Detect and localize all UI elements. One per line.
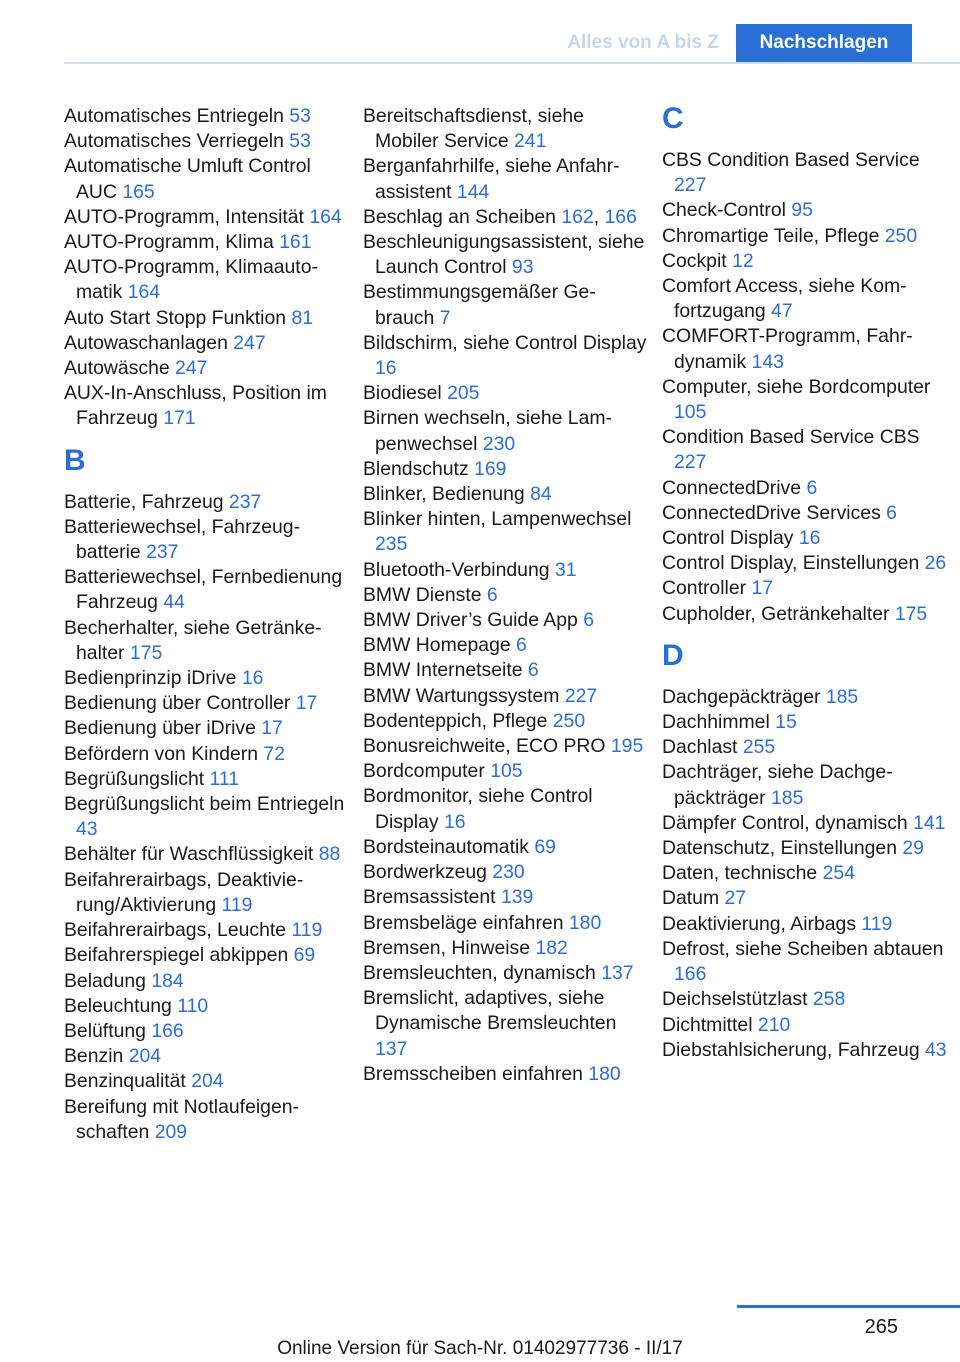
index-entry bbox=[662, 912, 947, 937]
page-reference-link[interactable]: 139 bbox=[500, 886, 534, 909]
page-reference-link[interactable]: 209 bbox=[154, 1120, 188, 1143]
index-entry bbox=[662, 249, 947, 274]
page-reference-link[interactable]: 185 bbox=[771, 786, 804, 809]
page-reference-link[interactable]: 6 bbox=[516, 634, 527, 657]
index-entry-term: AUTO-Programm, Klimaautomatik bbox=[64, 256, 318, 304]
page-reference-link[interactable]: 169 bbox=[474, 457, 507, 480]
index-entry bbox=[64, 691, 349, 716]
page-reference-link[interactable]: 254 bbox=[822, 862, 855, 885]
index-entry-term: Automatisches Entriegeln bbox=[64, 105, 284, 127]
index-entry-term: Beschleunigungsassistent, siehe Launch Control bbox=[363, 231, 645, 279]
index-entry-term: Bremslicht, adaptives, siehe Dynamische Bremsleuchten bbox=[363, 987, 617, 1035]
index-entry bbox=[363, 936, 648, 961]
index-entry-term: Beifahrerairbags, Deaktivierung/Aktivierung bbox=[64, 868, 304, 916]
page-reference-link[interactable]: 43 bbox=[925, 1038, 947, 1061]
index-column-1 bbox=[64, 104, 349, 1145]
index-entry-term: Autowäsche bbox=[64, 357, 170, 380]
index-entry bbox=[64, 842, 349, 867]
page-reference-link[interactable]: 12 bbox=[732, 249, 754, 272]
page-reference-link[interactable]: 230 bbox=[492, 861, 525, 884]
index-entry-term: Dachlast bbox=[662, 736, 738, 759]
index-entry-term: Berganfahrhilfe, siehe Anfahrassistent bbox=[363, 155, 620, 203]
page-reference-link[interactable]: 241 bbox=[514, 130, 547, 153]
index-entry bbox=[363, 885, 648, 910]
index-entry-term: Birnen wechseln, siehe Lampenwechsel bbox=[363, 407, 612, 455]
index-entry-term: Control Display bbox=[662, 527, 794, 550]
index-entry-term: Bordmonitor, siehe Control Display bbox=[363, 785, 593, 833]
page-reference-link[interactable]: 17 bbox=[295, 692, 318, 715]
page-reference-link[interactable]: 205 bbox=[447, 382, 480, 405]
page-reference-link[interactable]: 237 bbox=[146, 541, 179, 564]
index-entry bbox=[64, 943, 349, 968]
index-entry-term: Chromartige Teile, Pflege bbox=[662, 224, 880, 247]
page-reference-link[interactable]: 17 bbox=[751, 577, 774, 600]
index-entry bbox=[662, 735, 947, 760]
page-reference-link[interactable]: 185 bbox=[825, 685, 859, 708]
page-reference-link[interactable]: 105 bbox=[674, 401, 707, 424]
page-reference-link[interactable]: 164 bbox=[309, 205, 342, 228]
index-entry bbox=[363, 860, 648, 885]
index-entry-term: Beladung bbox=[64, 969, 146, 992]
page-reference-link[interactable]: 6 bbox=[486, 583, 498, 606]
index-entry-term: Batteriewechsel, Fahrzeugbatterie bbox=[64, 515, 301, 564]
index-entry-term: Defrost, siehe Scheiben abtauen bbox=[662, 937, 944, 960]
index-entry-term: AUTO-Programm, Intensität bbox=[64, 205, 304, 228]
index-entry-term: Controller bbox=[662, 577, 747, 600]
page-reference-link[interactable]: 166 bbox=[674, 963, 707, 986]
page-reference-link[interactable]: 247 bbox=[175, 357, 208, 380]
index-entry bbox=[363, 684, 648, 709]
page-reference-link[interactable]: 43 bbox=[76, 818, 98, 841]
index-entry bbox=[64, 868, 349, 918]
page-number: 265 bbox=[864, 1316, 898, 1338]
index-entry bbox=[64, 205, 349, 230]
index-entry-term: Bedienung über iDrive bbox=[64, 717, 256, 740]
index-entry-term: BMW Homepage bbox=[363, 634, 511, 657]
index-entry-term: BMW Dienste bbox=[363, 583, 482, 606]
index-entry-term: Bereitschaftsdienst, siehe Mobiler Service bbox=[363, 105, 584, 153]
footer-text: Online Version für Sach-Nr. 01402977736 - II/17 bbox=[277, 1338, 683, 1359]
index-entry bbox=[363, 406, 648, 456]
index-entry bbox=[363, 709, 648, 734]
page-reference-link[interactable]: 44 bbox=[163, 591, 185, 614]
index-entry-term: Diebstahlsicherung, Fahrzeug bbox=[662, 1038, 920, 1061]
index-entry bbox=[662, 836, 947, 861]
index-entry-term: Batteriewechsel, Fernbedienung Fahrzeug bbox=[64, 566, 343, 614]
index-entry-term: Dachgepäckträger bbox=[662, 685, 821, 708]
index-entry-term: Bordcomputer bbox=[363, 760, 485, 783]
index-entry bbox=[662, 476, 947, 501]
index-entry bbox=[64, 230, 349, 255]
page-reference-link[interactable]: 165 bbox=[122, 180, 155, 203]
index-entry bbox=[363, 154, 648, 204]
index-entry-term: Bonusreichweite, ECO PRO bbox=[363, 735, 606, 758]
index-entry bbox=[363, 230, 648, 280]
page-reference-link[interactable]: 81 bbox=[291, 306, 314, 329]
index-entry bbox=[363, 280, 648, 330]
index-entry bbox=[363, 1062, 648, 1087]
index-entry bbox=[363, 658, 648, 683]
page-reference-link[interactable]: 69 bbox=[293, 944, 316, 967]
index-entry-term: BMW Internetseite bbox=[363, 659, 523, 682]
index-entry-term: Bluetooth-Verbindung bbox=[363, 558, 550, 581]
page-reference-link[interactable]: 204 bbox=[191, 1070, 224, 1093]
index-entry-term: Blinker, Bedienung bbox=[363, 483, 525, 506]
index-entry-term: Bremsleuchten, dynamisch bbox=[363, 961, 596, 984]
index-entry bbox=[662, 602, 947, 627]
header-chapter-tab: Nachschlagen bbox=[736, 24, 912, 62]
page-reference-link[interactable]: 31 bbox=[554, 558, 577, 581]
index-entry bbox=[662, 425, 947, 475]
index-entry bbox=[662, 760, 947, 810]
index-entry-term: Behälter für Waschflüssigkeit bbox=[64, 843, 314, 866]
index-entry bbox=[662, 811, 947, 836]
page-reference-link[interactable]: 227 bbox=[564, 684, 598, 707]
page-reference-link[interactable]: 16 bbox=[241, 667, 264, 690]
index-entry-term: Cockpit bbox=[662, 249, 727, 272]
page-reference-link[interactable]: 119 bbox=[291, 919, 323, 942]
index-entry-term: Benzin bbox=[64, 1045, 124, 1068]
page-reference-link[interactable]: 16 bbox=[798, 527, 821, 550]
index-entry bbox=[662, 375, 947, 425]
page-reference-link[interactable]: 141 bbox=[913, 811, 946, 834]
footer-rule bbox=[737, 1305, 960, 1308]
page-reference-link[interactable]: 255 bbox=[742, 736, 776, 759]
index-entry bbox=[363, 759, 648, 784]
index-entry-term: AUTO-Programm, Klima bbox=[64, 231, 274, 254]
page-reference-link[interactable]: 27 bbox=[724, 887, 747, 910]
index-entry bbox=[64, 129, 349, 154]
page-reference-link[interactable]: 6 bbox=[806, 476, 818, 499]
page-reference-link[interactable]: 84 bbox=[530, 483, 552, 506]
index-entry-term: Beschlag an Scheiben bbox=[363, 205, 556, 228]
index-entry bbox=[64, 515, 349, 565]
index-entry-term: Biodiesel bbox=[363, 382, 442, 405]
index-entry-term: Comfort Access, siehe Komfortzugang bbox=[662, 275, 907, 323]
index-entry-term: Datenschutz, Einstellungen bbox=[662, 837, 897, 860]
index-entry bbox=[64, 742, 349, 767]
page-reference-link[interactable]: 180 bbox=[588, 1062, 621, 1085]
page-reference-link[interactable]: 161 bbox=[279, 231, 312, 254]
page-reference-link[interactable]: 47 bbox=[771, 300, 793, 323]
index-entry-term: ConnectedDrive Services bbox=[662, 501, 881, 524]
index-entry bbox=[363, 104, 648, 154]
page-reference-link[interactable]: 29 bbox=[902, 837, 924, 860]
page-reference-link[interactable]: 111 bbox=[209, 767, 239, 790]
index-entry-term: Bordsteinautomatik bbox=[363, 835, 529, 858]
index-entry-term: AUX-In-Anschluss, Position im Fahrzeug bbox=[64, 382, 327, 430]
index-entry bbox=[662, 1038, 947, 1063]
page-reference-link[interactable]: 93 bbox=[511, 256, 534, 279]
index-entry bbox=[662, 937, 947, 987]
page-reference-link[interactable]: 204 bbox=[128, 1045, 162, 1068]
index-entry-term: Bildschirm, siehe Control Display bbox=[363, 331, 647, 354]
index-entry-term: Control Display, Einstellungen bbox=[662, 552, 920, 575]
index-entry bbox=[363, 558, 648, 583]
index-entry bbox=[64, 306, 349, 331]
index-entry-term: Befördern von Kindern bbox=[64, 742, 259, 765]
index-entry-term: Bremsbeläge einfahren bbox=[363, 911, 564, 934]
page-reference-link[interactable]: 17 bbox=[261, 717, 283, 740]
index-entry bbox=[363, 784, 648, 834]
page-reference-link[interactable]: 143 bbox=[751, 350, 784, 373]
index-entry-term: Bremsassistent bbox=[363, 886, 496, 909]
index-entry-term: Automatisches Verriegeln bbox=[64, 130, 284, 153]
page-reference-link[interactable]: 6 bbox=[583, 609, 594, 632]
index-entry-term: Automatische Umluft Control AUC bbox=[64, 155, 311, 203]
index-entry bbox=[363, 482, 648, 507]
index-entry bbox=[363, 961, 648, 986]
index-entry bbox=[662, 324, 947, 374]
index-entry-term: Beifahrerspiegel abkippen bbox=[64, 944, 289, 967]
index-entry-term: Bodenteppich, Pflege bbox=[363, 709, 548, 732]
index-entry bbox=[662, 551, 947, 576]
page-reference-link[interactable]: 175 bbox=[894, 602, 928, 625]
page-reference-link[interactable]: 53 bbox=[289, 130, 311, 153]
index-entry bbox=[64, 331, 349, 356]
page-reference-link[interactable]: 95 bbox=[791, 199, 813, 222]
page-reference-link[interactable]: 258 bbox=[812, 988, 846, 1011]
index-entry bbox=[363, 835, 648, 860]
index-entry-term: Belüftung bbox=[64, 1019, 146, 1042]
page-reference-link[interactable]: 250 bbox=[884, 224, 918, 247]
index-column-3 bbox=[662, 104, 947, 1063]
page-reference-link[interactable]: 105 bbox=[490, 760, 523, 783]
page-reference-link[interactable]: 166 bbox=[151, 1019, 184, 1042]
index-entry-term: Check-Control bbox=[662, 199, 786, 222]
index-entry bbox=[64, 1069, 349, 1094]
page-reference-link[interactable]: 144 bbox=[456, 180, 490, 203]
index-entry bbox=[363, 986, 648, 1062]
index-entry bbox=[64, 666, 349, 691]
index-entry-term: Dachhimmel bbox=[662, 711, 770, 734]
index-entry-term: Bremsen, Hinweise bbox=[363, 936, 531, 959]
index-column-2 bbox=[363, 104, 648, 1087]
index-entry bbox=[363, 633, 648, 658]
page-reference-link[interactable]: 247 bbox=[233, 331, 266, 354]
index-entry-term: Deichselstützlast bbox=[662, 988, 808, 1011]
header-rule bbox=[64, 62, 960, 64]
index-entry-term: Cupholder, Getränkehalter bbox=[662, 602, 890, 625]
index-entry-term: Begrüßungslicht beim Entriegeln bbox=[64, 793, 345, 816]
index-entry-term: Batterie, Fahrzeug bbox=[64, 490, 224, 513]
page-reference-link[interactable]: 184 bbox=[151, 969, 184, 992]
page-reference-link[interactable]: 250 bbox=[552, 709, 586, 732]
index-entry-term: Bereifung mit Notlaufeigenschaften bbox=[64, 1095, 299, 1143]
index-letter-heading: B bbox=[64, 443, 86, 477]
index-entry bbox=[64, 918, 349, 943]
page-reference-link[interactable]: 110 bbox=[177, 994, 209, 1017]
page-reference-link[interactable]: 210 bbox=[757, 1013, 791, 1036]
index-entry-term: COMFORT-Programm, Fahrdynamik bbox=[662, 325, 913, 373]
index-entry bbox=[363, 911, 648, 936]
index-entry-term: Bestimmungsgemäßer Gebrauch bbox=[363, 281, 596, 329]
index-entry bbox=[363, 457, 648, 482]
index-entry bbox=[662, 861, 947, 886]
page-reference-link[interactable]: 230 bbox=[482, 432, 516, 455]
index-entry bbox=[662, 274, 947, 324]
index-entry bbox=[363, 507, 648, 557]
index-entry-term: Dämpfer Control, dynamisch bbox=[662, 811, 908, 834]
index-entry-term: Daten, technische bbox=[662, 862, 818, 885]
page-reference-link[interactable]: 6 bbox=[527, 659, 539, 682]
index-entry bbox=[64, 1019, 349, 1044]
index-entry bbox=[64, 1095, 349, 1145]
page-reference-link[interactable]: 162 bbox=[561, 205, 594, 228]
page-reference-link[interactable]: 26 bbox=[924, 552, 947, 575]
index-entry bbox=[662, 148, 947, 198]
index-entry-term: Condition Based Service CBS bbox=[662, 426, 920, 449]
index-entry bbox=[64, 356, 349, 381]
index-entry-term: Deaktivierung, Airbags bbox=[662, 912, 857, 935]
page-reference-link[interactable]: 235 bbox=[375, 533, 408, 556]
index-entry bbox=[662, 224, 947, 249]
index-entry bbox=[64, 716, 349, 741]
index-entry-term: Beleuchtung bbox=[64, 994, 172, 1017]
index-entry-term: Begrüßungslicht bbox=[64, 767, 205, 790]
page-reference-link[interactable]: 180 bbox=[568, 911, 602, 934]
page-reference-link[interactable]: 69 bbox=[534, 835, 556, 858]
page-reference-link[interactable]: 6 bbox=[886, 501, 897, 524]
page-reference-link[interactable]: 137 bbox=[375, 1037, 408, 1060]
index-entry bbox=[662, 886, 947, 911]
index-entry-term: Bremsscheiben einfahren bbox=[363, 1062, 583, 1085]
page-reference-link[interactable]: 119 bbox=[221, 893, 253, 916]
index-entry-term: Bedienprinzip iDrive bbox=[64, 667, 237, 690]
page-reference-link[interactable]: 16 bbox=[443, 810, 466, 833]
index-entry-term: ConnectedDrive bbox=[662, 476, 802, 499]
index-entry bbox=[64, 154, 349, 204]
index-entry-term: Bedienung über Controller bbox=[64, 692, 291, 715]
index-entry bbox=[363, 381, 648, 406]
page-reference-link[interactable]: 227 bbox=[674, 174, 707, 197]
index-entry-term: Blendschutz bbox=[363, 457, 469, 480]
index-entry-term: CBS Condition Based Service bbox=[662, 149, 920, 171]
page-reference-link[interactable]: 237 bbox=[228, 490, 262, 513]
index-entry-term: Benzinqualität bbox=[64, 1070, 186, 1093]
index-entry bbox=[64, 490, 349, 515]
page-reference-link[interactable]: 16 bbox=[375, 357, 397, 380]
header-section-label: Alles von A bis Z bbox=[567, 32, 719, 53]
index-entry bbox=[64, 994, 349, 1019]
index-entry bbox=[64, 792, 349, 842]
index-entry bbox=[662, 501, 947, 526]
index-entry bbox=[662, 576, 947, 601]
index-entry bbox=[662, 526, 947, 551]
page-reference-link[interactable]: 171 bbox=[163, 407, 196, 430]
index-entry bbox=[363, 734, 648, 759]
index-entry bbox=[64, 616, 349, 666]
page-reference-link[interactable]: 166 bbox=[604, 205, 637, 228]
index-entry bbox=[662, 710, 947, 735]
page-reference-link[interactable]: 88 bbox=[318, 843, 341, 866]
index-entry-term: Beifahrerairbags, Leuchte bbox=[64, 919, 287, 942]
index-entry-term: Autowaschanlagen bbox=[64, 331, 228, 354]
page-reference-link[interactable]: 164 bbox=[127, 281, 161, 304]
index-entry-term: Auto Start Stopp Funktion bbox=[64, 306, 287, 329]
index-entry-term: Dichtmittel bbox=[662, 1013, 753, 1036]
index-entry-term: Computer, siehe Bordcomputer bbox=[662, 375, 931, 398]
index-entry bbox=[64, 565, 349, 615]
page-reference-link[interactable]: 53 bbox=[289, 105, 311, 127]
index-entry bbox=[363, 583, 648, 608]
index-entry bbox=[64, 969, 349, 994]
index-letter-heading: C bbox=[662, 102, 684, 135]
page-reference-link[interactable]: 119 bbox=[861, 912, 893, 935]
index-entry bbox=[363, 608, 648, 633]
page-reference-link[interactable]: 227 bbox=[674, 451, 707, 474]
index-entry bbox=[662, 987, 947, 1012]
page-reference-link[interactable]: 7 bbox=[439, 306, 451, 329]
index-letter-heading: D bbox=[662, 638, 684, 672]
index-entry-term: Becherhalter, siehe Getränkehalter bbox=[64, 616, 322, 664]
index-entry-term: Bordwerkzeug bbox=[363, 861, 487, 884]
page-reference-link[interactable]: 195 bbox=[610, 735, 644, 758]
index-entry: Beschlag an Scheiben 162, 166 bbox=[363, 205, 637, 228]
index-entry bbox=[662, 198, 947, 223]
page-reference-link[interactable]: 137 bbox=[601, 961, 634, 984]
index-entry bbox=[64, 767, 349, 792]
index-entry-term: BMW Wartungssystem bbox=[363, 684, 560, 707]
index-entry bbox=[64, 381, 349, 431]
page-reference-link[interactable]: 72 bbox=[263, 742, 285, 765]
index-entry bbox=[662, 685, 947, 710]
page-reference-link[interactable]: 15 bbox=[775, 711, 797, 734]
index-entry bbox=[64, 104, 349, 129]
page-reference-link[interactable]: 182 bbox=[535, 936, 568, 959]
index-entry bbox=[363, 331, 648, 381]
index-entry bbox=[64, 255, 349, 305]
index-entry-term: BMW Driver’s Guide App bbox=[363, 609, 578, 632]
index-entry-term: Blinker hinten, Lampenwechsel bbox=[363, 508, 632, 531]
index-entry bbox=[662, 1013, 947, 1038]
index-entry-term: Dachträger, siehe Dachgepäckträger bbox=[662, 761, 893, 809]
index-entry-term: Datum bbox=[662, 887, 720, 910]
page-reference-link[interactable]: 175 bbox=[129, 641, 163, 664]
index-entry bbox=[64, 1044, 349, 1069]
